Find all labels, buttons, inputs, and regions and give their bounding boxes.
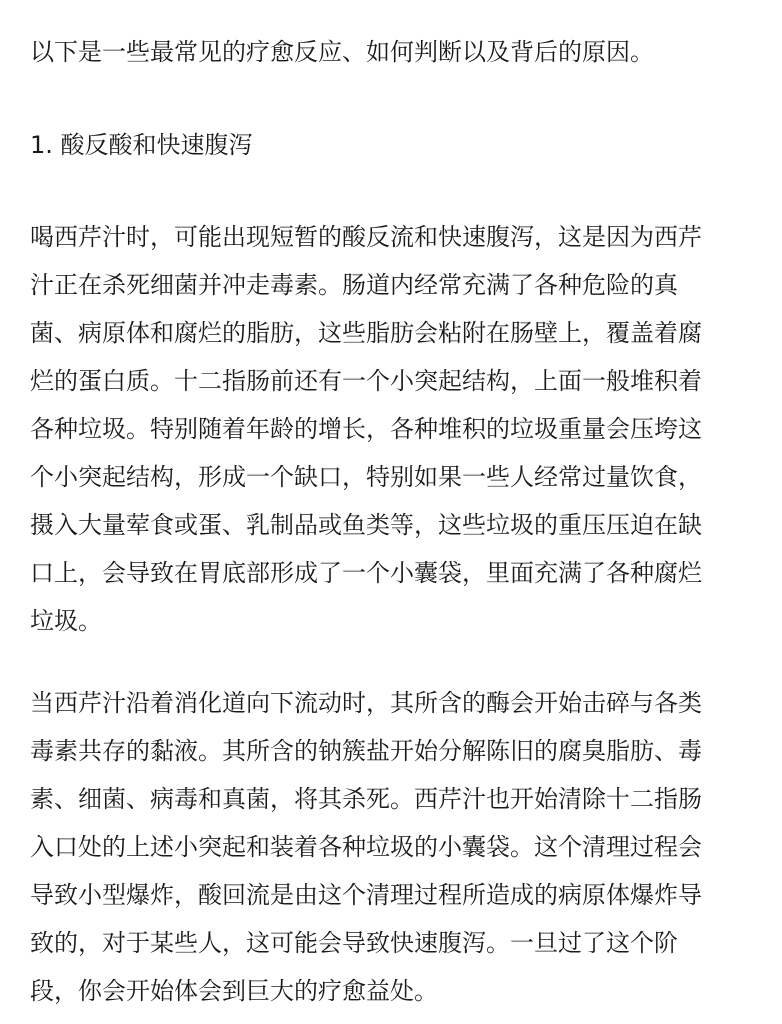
paragraph-line: 入口处的上述小突起和装着各种垃圾的小囊袋。这个清理过程会 bbox=[30, 833, 702, 861]
paragraph-line: 致的，对于某些人，这可能会导致快速腹泻。一旦过了这个阶 bbox=[30, 929, 678, 957]
paragraph-line: 各种垃圾。特别随着年龄的增长，各种堆积的垃圾重量会压垮这 bbox=[30, 415, 702, 443]
paragraph-2 bbox=[30, 679, 702, 1015]
paragraph-line: 口上，会导致在胃底部形成了一个小囊袋，里面充满了各种腐烂 bbox=[30, 559, 702, 587]
paragraph-line: 段，你会开始体会到巨大的疗愈益处。 bbox=[30, 977, 438, 1005]
paragraph-line: 素、细菌、病毒和真菌，将其杀死。西芹汁也开始清除十二指肠 bbox=[30, 785, 702, 813]
paragraph-line: 汁正在杀死细菌并冲走毒素。肠道内经常充满了各种危险的真 bbox=[30, 271, 678, 299]
paragraph-line: 烂的蛋白质。十二指肠前还有一个小突起结构，上面一般堆积着 bbox=[30, 367, 702, 395]
intro-text: 以下是一些最常见的疗愈反应、如何判断以及背后的原因。 bbox=[30, 38, 654, 66]
paragraph-line: 喝西芹汁时，可能出现短暂的酸反流和快速腹泻，这是因为西芹 bbox=[30, 223, 702, 251]
paragraph-line: 毒素共存的黏液。其所含的钠簇盐开始分解陈旧的腐臭脂肪、毒 bbox=[30, 737, 702, 765]
paragraph-line: 导致小型爆炸，酸回流是由这个清理过程所造成的病原体爆炸导 bbox=[30, 881, 702, 909]
paragraph-line: 垃圾。 bbox=[30, 607, 102, 635]
paragraph-line: 摄入大量荤食或蛋、乳制品或鱼类等，这些垃圾的重压压迫在缺 bbox=[30, 511, 702, 539]
paragraph-line: 当西芹汁沿着消化道向下流动时，其所含的酶会开始击碎与各类 bbox=[30, 689, 702, 717]
paragraph-line: 个小突起结构，形成一个缺口，特别如果一些人经常过量饮食， bbox=[30, 463, 702, 491]
section-heading: 1. 酸反酸和快速腹泻 bbox=[30, 131, 253, 159]
paragraph-line: 菌、病原体和腐烂的脂肪，这些脂肪会粘附在肠壁上，覆盖着腐 bbox=[30, 319, 702, 347]
paragraph-1 bbox=[30, 213, 702, 645]
